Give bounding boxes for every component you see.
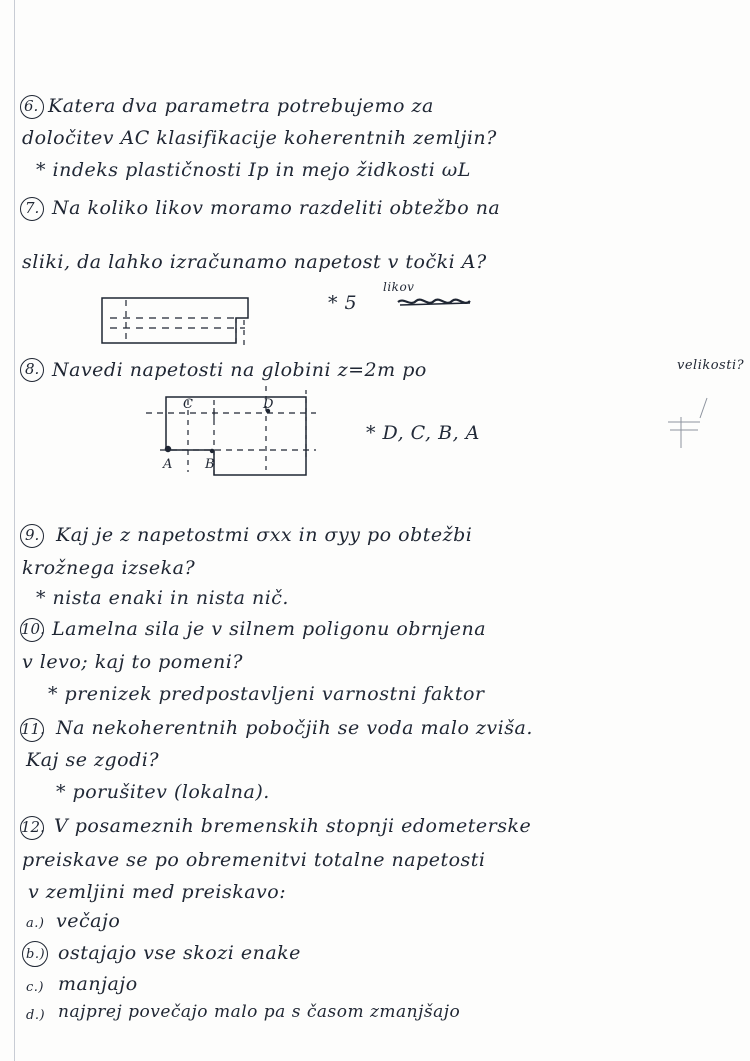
question-text-line: Lamelna sila je v silnem poligonu obrnjena xyxy=(52,618,487,640)
question-number: 12. xyxy=(21,818,45,836)
option-text: večajo xyxy=(56,910,121,932)
question-number: 7. xyxy=(25,199,40,217)
question-text-line: preiskave se po obremenitvi totalne napetosti xyxy=(22,849,486,871)
answer-text: * porušitev (lokalna). xyxy=(56,781,270,803)
point-label: A xyxy=(163,457,173,472)
question-text-line: Na koliko likov moramo razdeliti obtežbo na xyxy=(52,197,501,219)
question-text-line: sliki, da lahko izračunamo napetost v točki A? xyxy=(22,251,487,273)
question-text-line-end: velikosti? xyxy=(677,358,745,373)
question-number: 11. xyxy=(21,720,45,738)
question-number: 8. xyxy=(25,360,40,378)
option-text: ostajajo vse skozi enake xyxy=(58,942,301,964)
question-text-line: V posameznih bremenskih stopnji edometerske xyxy=(54,815,532,837)
option-text: manjajo xyxy=(58,973,138,995)
question-text-line: Kaj se zgodi? xyxy=(26,749,160,771)
option-label: c.) xyxy=(26,980,44,995)
answer-text: * 5 xyxy=(328,292,358,314)
question-text-line: Na nekoherentnih pobočjih se voda malo zviša. xyxy=(56,717,533,739)
question-text-line: Katera dva parametra potrebujemo za xyxy=(48,95,434,117)
answer-note: likov xyxy=(383,280,415,294)
question-text-line: krožnega izseka? xyxy=(22,557,196,579)
option-label: a.) xyxy=(26,916,45,931)
answer-text: * D, C, B, A xyxy=(366,422,480,444)
question-number: 9. xyxy=(25,526,40,544)
question-number: 10. xyxy=(21,620,45,638)
question-text-line: določitev AC klasifikacije koherentnih zemljin? xyxy=(22,127,497,149)
point-label: B xyxy=(205,457,216,472)
point-label: D xyxy=(263,397,274,412)
option-label: b.) xyxy=(26,947,46,962)
question-text-line: v zemljini med preiskavo: xyxy=(28,881,287,903)
option-label: d.) xyxy=(26,1008,46,1023)
answer-text: * indeks plastičnosti Ip in mejo židkosti ωL xyxy=(36,159,471,181)
point-label: C xyxy=(183,397,194,412)
question-text-line: Navedi napetosti na globini z=2m po xyxy=(52,359,427,381)
question-text-line: v levo; kaj to pomeni? xyxy=(22,651,243,673)
option-text: najprej povečajo malo pa s časom zmanjšajo xyxy=(58,1002,461,1022)
answer-text: * nista enaki in nista nič. xyxy=(36,587,289,609)
answer-text: * prenizek predpostavljeni varnostni faktor xyxy=(48,683,485,705)
question-number: 6. xyxy=(24,97,39,115)
question-text-line: Kaj je z napetostmi σxx in σyy po obtežbi xyxy=(56,524,473,546)
